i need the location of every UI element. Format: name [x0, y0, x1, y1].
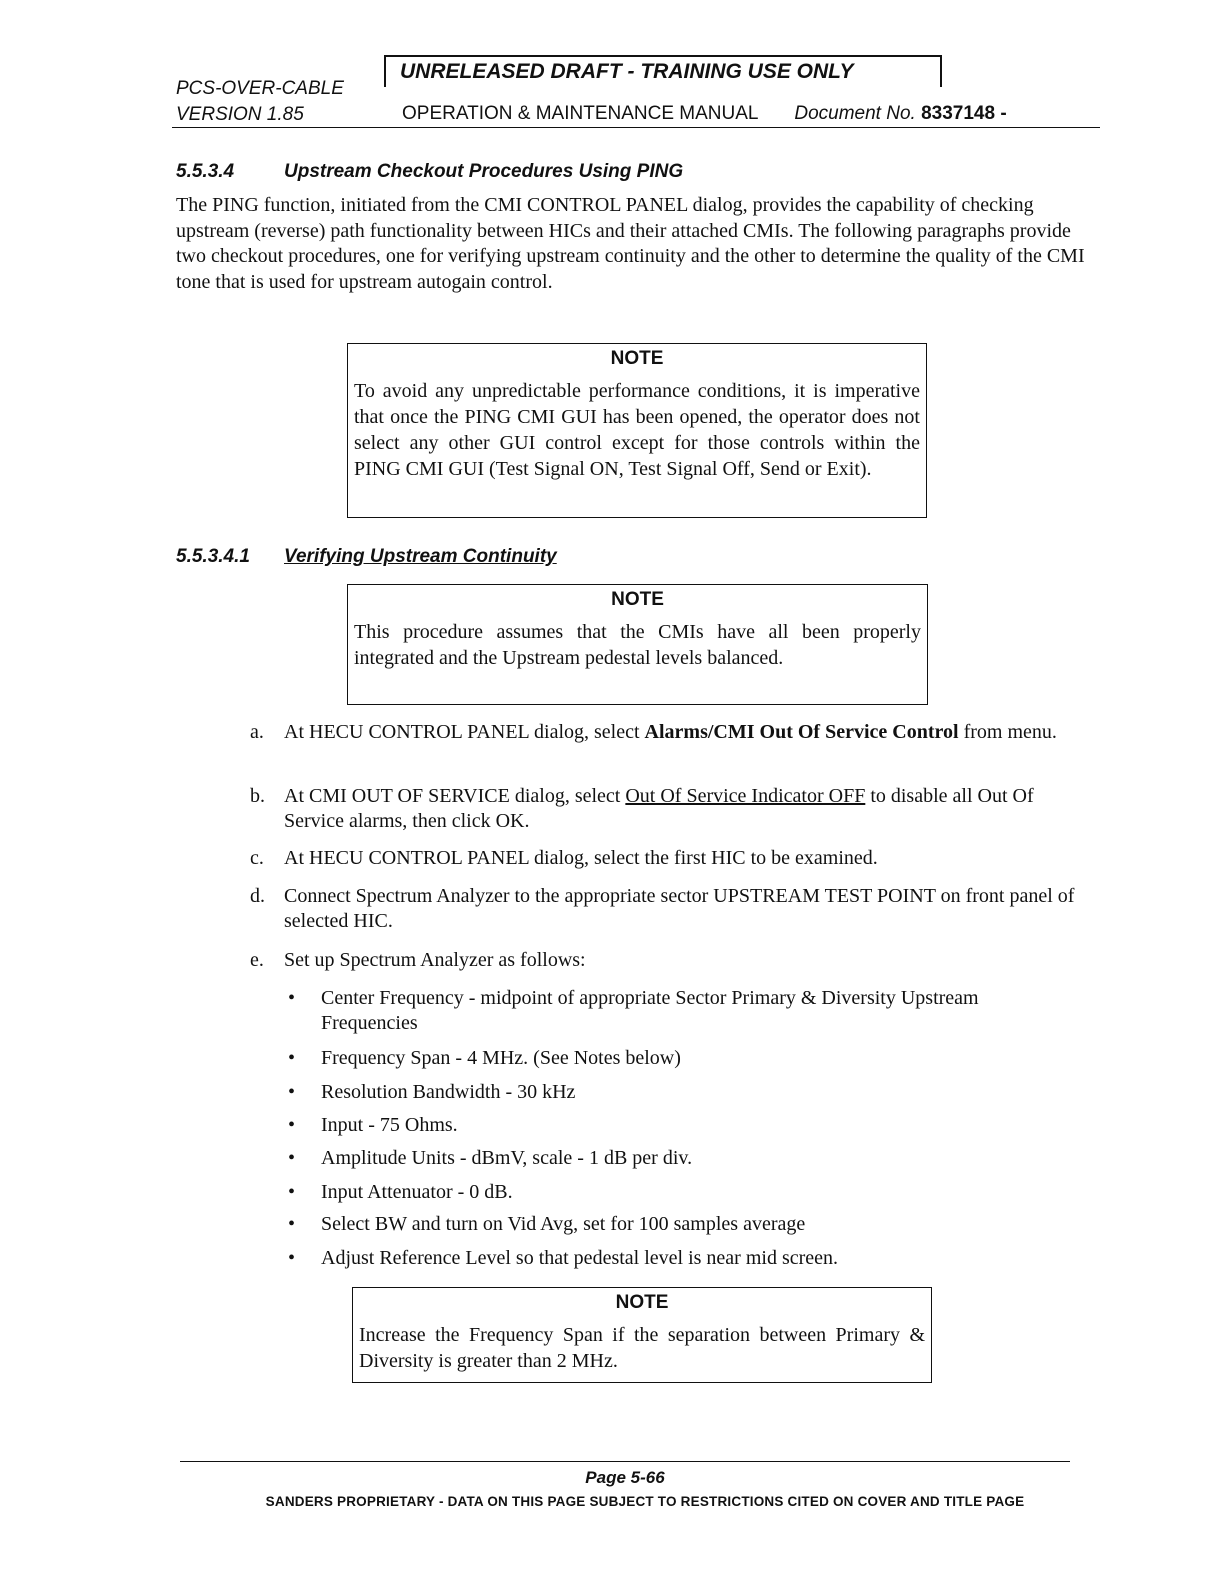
footer-rule	[180, 1461, 1070, 1462]
page-number: Page 5-66	[585, 1468, 665, 1487]
header-version: VERSION 1.85	[176, 104, 304, 125]
note-body: Increase the Frequency Span if the separation between Primary & Diversity is greater than 2 MHz.	[359, 1324, 925, 1372]
step-letter: a.	[250, 721, 264, 743]
bullet-icon: •	[288, 1114, 296, 1136]
bullet-text: Resolution Bandwidth - 30 kHz	[321, 1081, 576, 1103]
step-letter: b.	[250, 785, 265, 807]
bullet-icon: •	[288, 1247, 296, 1269]
step-c	[250, 846, 1084, 871]
bullet-text: Input Attenuator - 0 dB.	[321, 1181, 513, 1203]
bullet-item	[288, 1113, 1061, 1138]
bullet-item	[288, 1180, 1061, 1205]
option-reference: Out Of Service Indicator OFF	[625, 785, 866, 807]
bullet-item	[288, 986, 1061, 1036]
note-body: This procedure assumes that the CMIs have all been properly integrated and the Upstream pedestal levels balanced.	[354, 621, 921, 669]
manual-title: OPERATION & MAINTENANCE MANUAL	[402, 103, 758, 124]
note-box-procedure-assumption	[347, 584, 928, 705]
menu-item-reference: Alarms/CMI Out Of Service Control	[644, 721, 959, 743]
note-box-frequency-span	[352, 1287, 932, 1383]
bullet-text: Input - 75 Ohms.	[321, 1114, 458, 1136]
note-title: NOTE	[610, 348, 664, 369]
step-letter: c.	[250, 847, 264, 869]
step-text: to disable all Out Of Service alarms, then click OK.	[284, 785, 1034, 832]
step-text: At HECU CONTROL PANEL dialog, select the first HIC to be examined.	[284, 847, 878, 869]
bullet-text: Center Frequency - midpoint of appropriate Sector Primary & Diversity Upstream Frequencies	[321, 987, 979, 1034]
note-body: To avoid any unpredictable performance conditions, it is imperative that once the PING CMI GUI has been opened, the operator does not select any other GUI control except for those controls within the PING CMI GUI (Test Signal ON, Test Signal Off, Send or Exit).	[354, 380, 920, 480]
step-e	[250, 948, 1084, 973]
doc-number: 8337148 -	[921, 103, 1007, 124]
bullet-text: Amplitude Units - dBmV, scale - 1 dB per div.	[321, 1147, 693, 1169]
bullet-item	[288, 1246, 1061, 1271]
section-title: Upstream Checkout Procedures Using PING	[284, 161, 684, 182]
bullet-icon: •	[288, 1081, 296, 1103]
step-letter: d.	[250, 885, 265, 907]
draft-banner: UNRELEASED DRAFT - TRAINING USE ONLY	[384, 55, 942, 87]
bullet-text: Frequency Span - 4 MHz. (See Notes below)	[321, 1047, 681, 1069]
subsection-heading	[176, 546, 557, 568]
proprietary-notice: SANDERS PROPRIETARY - DATA ON THIS PAGE SUBJECT TO RESTRICTIONS CITED ON COVER AND TITLE PAGE	[265, 1494, 1025, 1509]
section-heading	[176, 161, 683, 183]
section-paragraph: The PING function, initiated from the CMI CONTROL PANEL dialog, provides the capability of checking upstream (reverse) path functionality between HICs and their attached CMIs. The following paragraphs provide two checkout procedures, one for verifying upstream continuity and the other to determine the quality of the CMI tone that is used for upstream autogain control.	[176, 194, 1085, 293]
bullet-icon: •	[288, 987, 296, 1009]
bullet-text: Adjust Reference Level so that pedestal level is near mid screen.	[321, 1247, 839, 1269]
note-title: NOTE	[611, 589, 664, 610]
bullet-item	[288, 1080, 1061, 1105]
step-text: At CMI OUT OF SERVICE dialog, select	[284, 785, 626, 807]
note-box-ping-gui	[347, 343, 927, 518]
step-letter: e.	[250, 949, 264, 971]
header-product: PCS-OVER-CABLE	[176, 78, 344, 99]
bullet-item	[288, 1146, 1061, 1171]
step-a	[250, 720, 1074, 745]
header-manual-line	[402, 103, 1007, 125]
header-rule	[172, 127, 1100, 128]
subsection-number: 5.5.3.4.1	[176, 546, 250, 567]
bullet-icon: •	[288, 1181, 296, 1203]
bullet-icon: •	[288, 1147, 296, 1169]
doc-label: Document No.	[794, 103, 916, 124]
bullet-item	[288, 1212, 1061, 1237]
subsection-title: Verifying Upstream Continuity	[284, 546, 557, 567]
bullet-icon: •	[288, 1213, 296, 1235]
note-title: NOTE	[615, 1292, 669, 1313]
step-text: Set up Spectrum Analyzer as follows:	[284, 949, 586, 971]
step-text: Connect Spectrum Analyzer to the appropriate sector UPSTREAM TEST POINT on front panel of selected HIC.	[284, 885, 1075, 932]
step-text: from menu.	[958, 721, 1057, 743]
bullet-item	[288, 1046, 1061, 1071]
bullet-text: Select BW and turn on Vid Avg, set for 100 samples average	[321, 1213, 806, 1235]
section-number: 5.5.3.4	[176, 161, 235, 182]
step-b	[250, 784, 1074, 834]
bullet-icon: •	[288, 1047, 296, 1069]
step-d	[250, 884, 1104, 934]
step-text: At HECU CONTROL PANEL dialog, select	[284, 721, 645, 743]
